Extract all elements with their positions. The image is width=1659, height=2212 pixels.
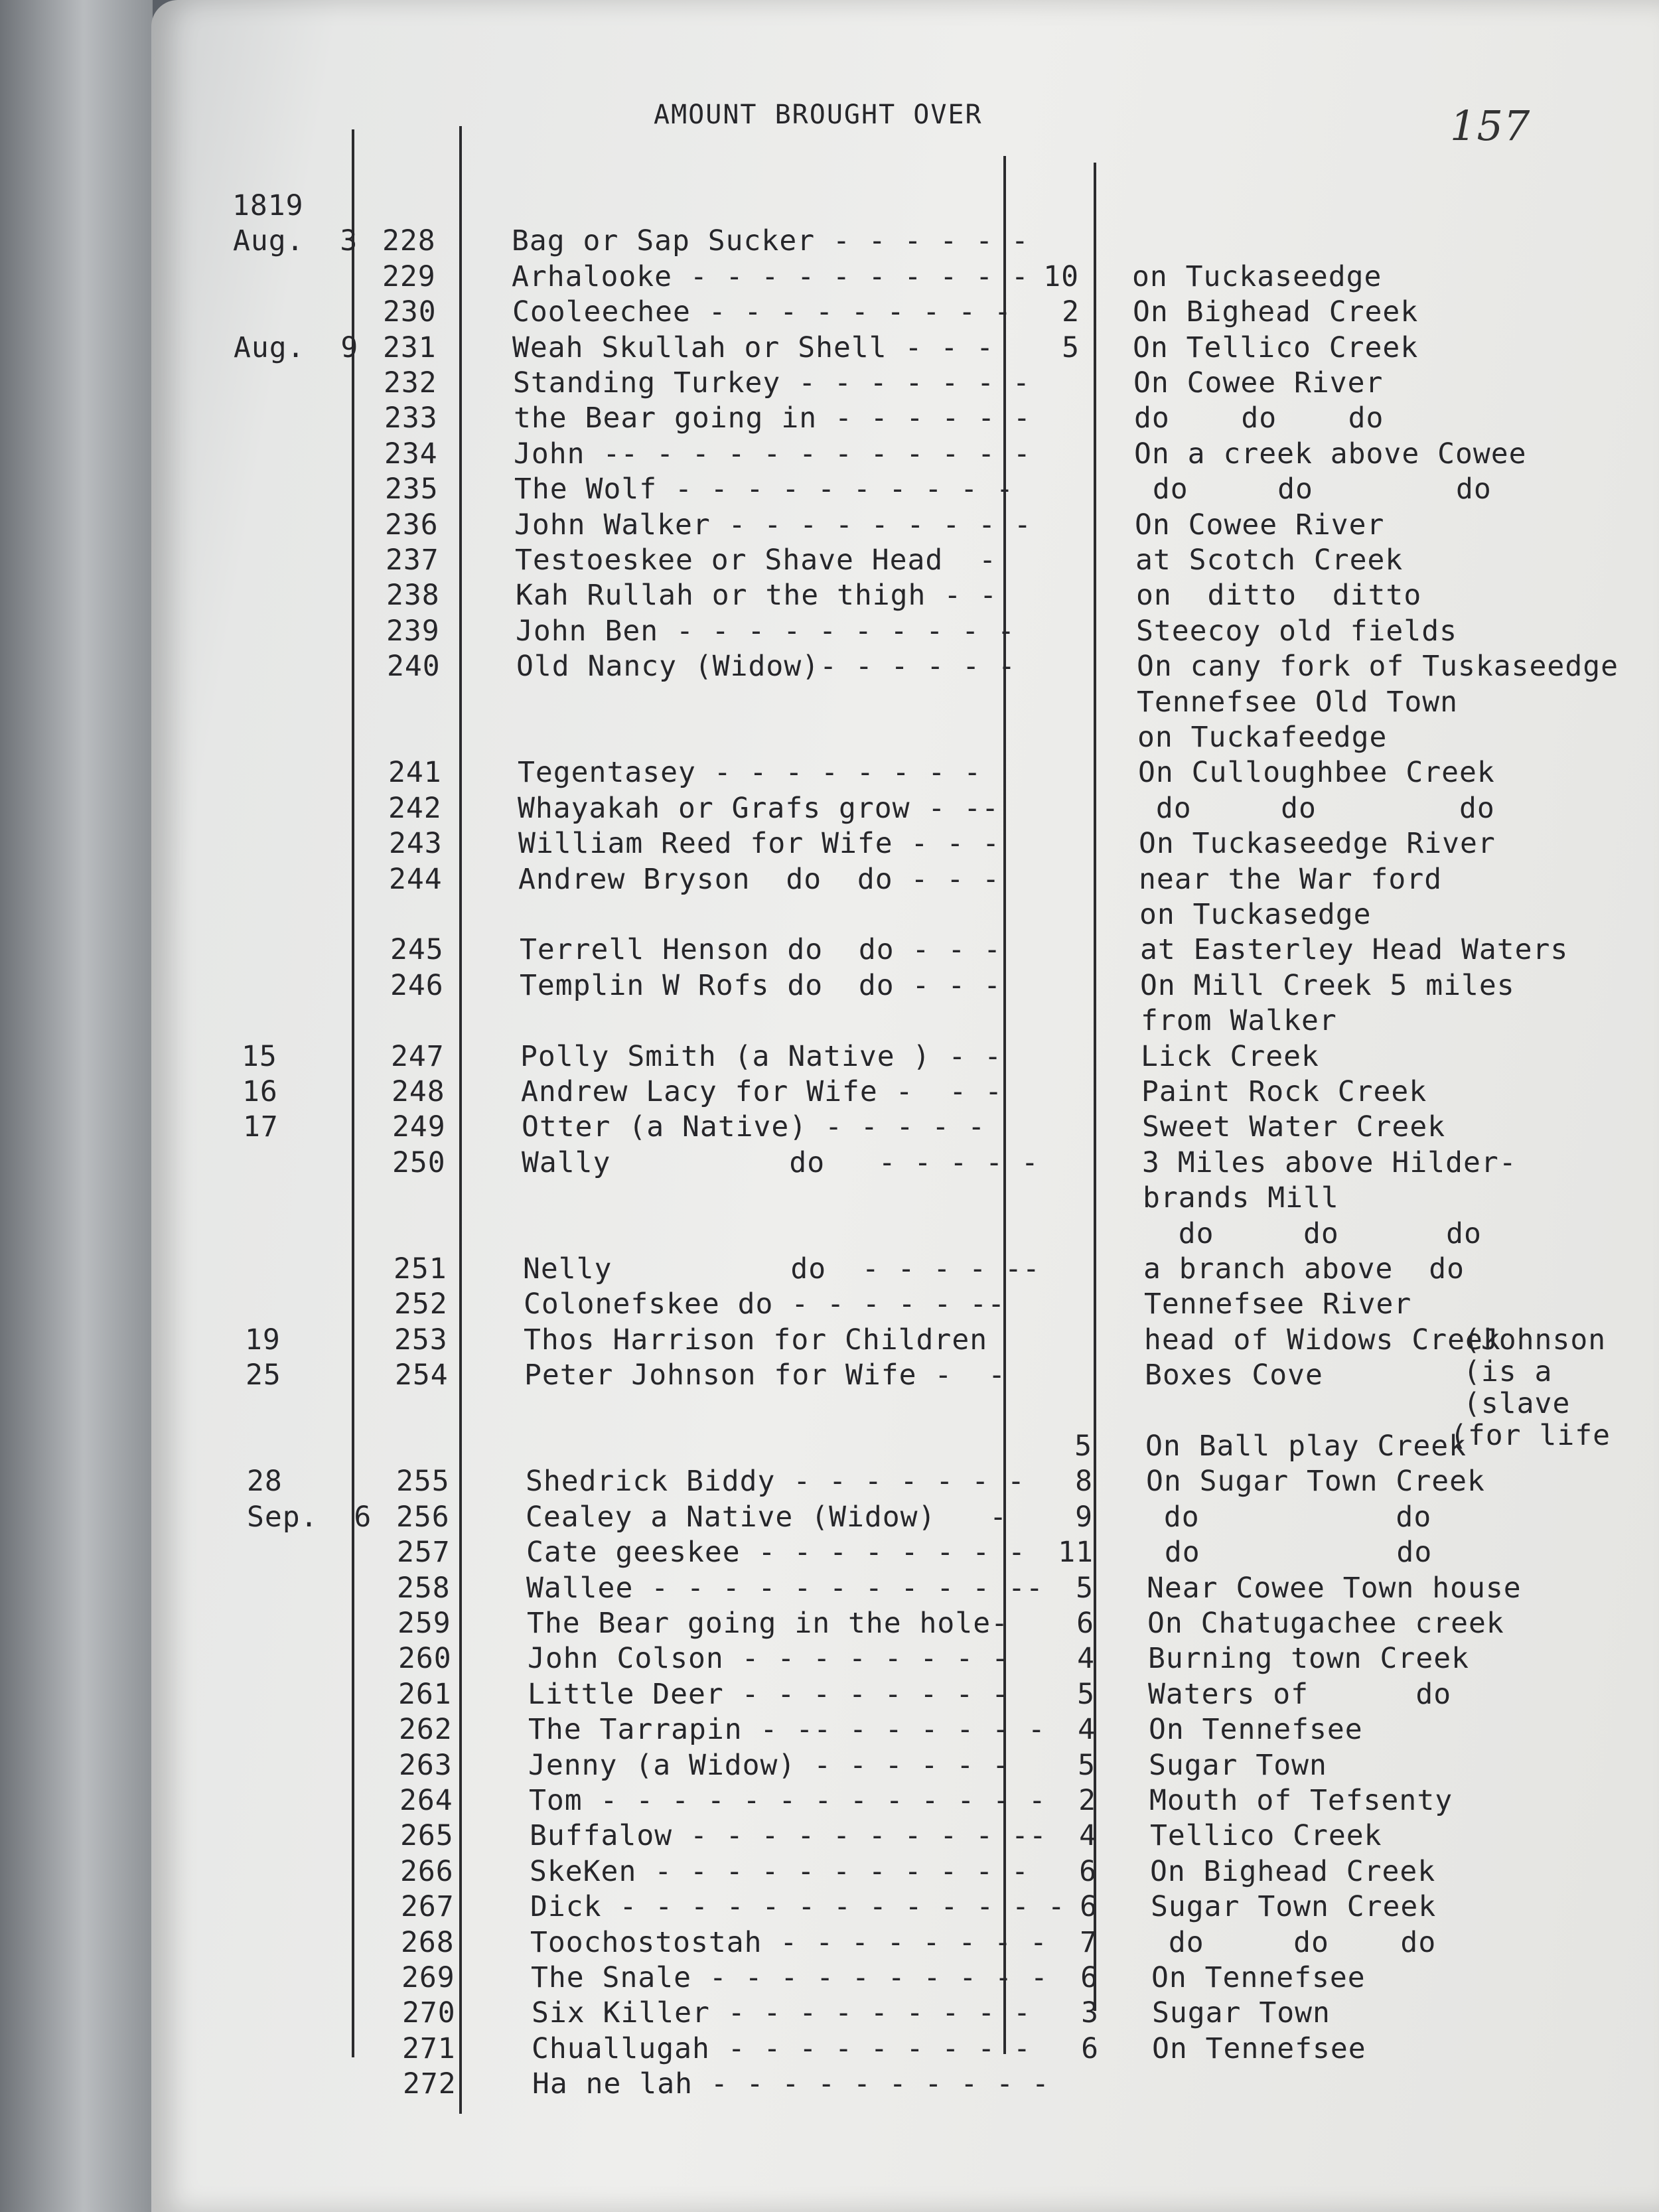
ledger-name-cell: Chuallugah - - - - - - - - -	[532, 2032, 1031, 2065]
ledger-location-cell: Tellico Creek	[1150, 1819, 1382, 1852]
ledger-date-cell: Sep. 6	[247, 1501, 372, 1534]
ledger-no-cell: 254	[395, 1359, 449, 1392]
ledger-no-cell: 235	[385, 473, 439, 506]
ledger-name-cell: Colonefskee do - - - - - --	[524, 1288, 1005, 1321]
ledger-name-cell: Templin W Rofs do do - - -	[520, 969, 1001, 1002]
ledger-no-cell: 237	[386, 544, 439, 577]
ledger-no-cell: 238	[386, 579, 440, 612]
ledger-location-cell: On Bighead Creek	[1150, 1855, 1436, 1888]
ledger-name-cell: The Bear going in the hole-	[527, 1607, 1009, 1640]
ledger-location-cell: On Tellico Creek	[1133, 331, 1419, 364]
ledger-location-cell: Waters of do	[1148, 1678, 1452, 1711]
ledger-location-cell: On Tennefsee	[1151, 1961, 1366, 1994]
ledger-amount-cell: 6	[1080, 1961, 1098, 1994]
side-note-line: (slave	[1463, 1387, 1571, 1420]
ledger-name-cell: Cate geeskee - - - - - - - -	[526, 1536, 1026, 1569]
ledger-no-cell: 232	[384, 366, 437, 400]
ledger-location-cell: Boxes Cove	[1145, 1359, 1323, 1392]
ledger-location-cell: Near Cowee Town house	[1147, 1572, 1522, 1605]
ledger-location-cell: On Tennefsee	[1149, 1713, 1363, 1746]
ledger-name-cell: Little Deer - - - - - - - -	[528, 1678, 1009, 1711]
ledger-location-cell: a branch above do	[1143, 1252, 1465, 1286]
ledger-no-cell: 255	[396, 1465, 450, 1498]
ledger-name-cell: Peter Johnson for Wife - -	[524, 1359, 1006, 1392]
ledger-amount-cell: 5	[1077, 1678, 1095, 1711]
ledger-no-cell: 258	[397, 1572, 451, 1605]
ledger-location-cell: do do do	[1151, 1926, 1437, 1959]
ledger-location-cell: On Culloughbee Creek	[1138, 756, 1495, 789]
ledger-name-cell: Jenny (a Widow) - - - - - -	[528, 1749, 1010, 1782]
ledger-amount-cell: 10	[1043, 260, 1079, 293]
ledger-no-cell: 248	[392, 1075, 445, 1108]
ledger-name-cell: Old Nancy (Widow)- - - - - -	[516, 650, 1016, 683]
ledger-location-cell: On Bighead Creek	[1133, 295, 1419, 329]
ledger-name-cell: Standing Turkey - - - - - - -	[513, 366, 1031, 400]
ledger-no-cell: 268	[401, 1926, 455, 1959]
ledger-location-cell: head of Widows Creek	[1144, 1323, 1501, 1357]
ledger-location-cell: Paint Rock Creek	[1141, 1075, 1427, 1108]
ledger-location-cell: Tennefsee River	[1144, 1288, 1412, 1321]
ledger-amount-cell: 6	[1079, 1855, 1097, 1888]
ledger-date-cell: Aug. 9	[234, 331, 359, 364]
ledger-amount-cell: 4	[1078, 1713, 1096, 1746]
ledger-name-cell: Cealey a Native (Widow) -	[526, 1501, 1007, 1534]
ledger-amount-cell: 3	[1081, 1996, 1099, 2029]
ledger-location-cell: On Cowee River	[1135, 508, 1385, 542]
ledger-location-cell: Sweet Water Creek	[1142, 1110, 1446, 1143]
ledger-name-cell: Nelly do - - - - --	[523, 1252, 1041, 1286]
ledger-location-cell: Sugar Town	[1149, 1749, 1327, 1782]
ledger-date-cell: 28	[247, 1465, 283, 1498]
ledger-location-cell: do do	[1147, 1536, 1433, 1569]
ledger-name-cell: John Walker - - - - - - - - -	[514, 508, 1032, 542]
ledger-no-cell: 257	[397, 1536, 451, 1569]
ledger-name-cell: Otter (a Native) - - - - -	[522, 1110, 986, 1143]
ledger-location-cell: do do	[1146, 1501, 1432, 1534]
ledger-date-cell: Aug. 3	[233, 224, 358, 258]
ledger-no-cell: 253	[394, 1323, 448, 1357]
ledger-no-cell: 242	[388, 792, 442, 825]
side-note-line: (is a	[1463, 1355, 1553, 1388]
ledger-name-cell: Weah Skullah or Shell - - -	[512, 331, 994, 364]
ledger-no-cell: 270	[402, 1996, 456, 2029]
ledger-amount-cell: 6	[1080, 1890, 1098, 1923]
ledger-no-cell: 231	[383, 331, 437, 364]
ledger-no-cell: 230	[383, 295, 437, 329]
page-heading: AMOUNT BROUGHT OVER	[654, 100, 983, 130]
ledger-location-cell: do do do	[1143, 1217, 1482, 1250]
ledger-name-cell: Polly Smith (a Native ) - -	[520, 1040, 1002, 1073]
ledger-name-cell: Andrew Bryson do do - - -	[518, 863, 1000, 896]
ledger-no-cell: 247	[391, 1040, 445, 1073]
ledger-no-cell: 234	[384, 437, 438, 471]
facing-page-edge	[0, 0, 153, 2212]
ledger-location-cell: On Mill Creek 5 miles	[1140, 969, 1515, 1002]
ledger-location-cell: do do do	[1134, 402, 1384, 435]
ledger-no-cell: 252	[394, 1288, 448, 1321]
ledger-location-cell: On Cowee River	[1133, 366, 1384, 400]
ledger-name-cell: Thos Harrison for Children	[524, 1323, 988, 1357]
ledger-name-cell: The Wolf - - - - - - - - - -	[514, 473, 1014, 506]
ledger-no-cell: 271	[402, 2032, 456, 2065]
ledger-name-cell: John Colson - - - - - - - -	[528, 1642, 1009, 1675]
ledger-name-cell: The Snale - - - - - - - - - -	[531, 1961, 1048, 1994]
ledger-name-cell: Andrew Lacy for Wife - - -	[521, 1075, 1003, 1108]
ledger-location-cell: On cany fork of Tuskaseedge	[1137, 650, 1619, 683]
ledger-amount-cell: 4	[1079, 1819, 1097, 1852]
ledger-no-cell: 265	[400, 1819, 454, 1852]
ledger-location-cell: near the War ford	[1139, 863, 1443, 896]
ledger-amount-cell: 2	[1078, 1784, 1096, 1817]
ledger-no-cell: 239	[386, 615, 440, 648]
ledger-no-cell: 260	[398, 1642, 452, 1675]
ledger-no-cell: 251	[394, 1252, 447, 1286]
ledger-no-cell: 228	[382, 224, 436, 258]
ledger-no-cell: 233	[384, 402, 438, 435]
ledger-name-cell: Kah Rullah or the thigh - -	[516, 579, 997, 612]
ledger-amount-cell: 5	[1078, 1749, 1096, 1782]
ledger-amount-cell: 5	[1062, 331, 1080, 364]
ledger-location-cell: from Walker	[1141, 1004, 1337, 1037]
ledger-no-cell: 264	[399, 1784, 453, 1817]
ledger-amount-cell: 4	[1077, 1642, 1095, 1675]
ledger-location-cell: do do do	[1135, 473, 1492, 506]
ledger-no-cell: 256	[396, 1501, 450, 1534]
ledger-name-cell: Ha ne lah - - - - - - - - - -	[532, 2067, 1050, 2101]
ledger-amount-cell: 7	[1080, 1926, 1098, 1959]
ledger-no-cell: 245	[390, 933, 444, 966]
ledger-location-cell: Sugar Town Creek	[1151, 1890, 1437, 1923]
ledger-date-cell: 1819	[232, 189, 304, 222]
ledger-no-cell: 269	[401, 1961, 455, 1994]
ledger-location-cell: On Chatugachee creek	[1147, 1607, 1504, 1640]
ledger-no-cell: 263	[399, 1749, 453, 1782]
ledger-amount-cell: 9	[1075, 1501, 1093, 1534]
ledger-no-cell: 229	[382, 260, 436, 293]
ledger-location-cell: Tennefsee Old Town	[1137, 686, 1458, 719]
ledger-no-cell: 246	[390, 969, 444, 1002]
ledger-location-cell: do do do	[1138, 792, 1495, 825]
ledger-location-cell: on ditto ditto	[1136, 579, 1422, 612]
ledger-date-cell: 16	[242, 1075, 278, 1108]
ledger-no-cell: 241	[388, 756, 442, 789]
ledger-name-cell: Tom - - - - - - - - - - - - -	[529, 1784, 1046, 1817]
ledger-name-cell: Wallee - - - - - - - - - - --	[526, 1572, 1044, 1605]
ledger-no-cell: 267	[401, 1890, 455, 1923]
ledger-location-cell: on Tuckasedge	[1139, 898, 1372, 931]
ledger-location-cell: brands Mill	[1143, 1181, 1339, 1215]
ledger-location-cell: on Tuckaseedge	[1132, 260, 1382, 293]
ledger-location-cell: 3 Miles above Hilder-	[1142, 1146, 1517, 1179]
ledger-location-cell: Mouth of Tefsenty	[1149, 1784, 1453, 1817]
ledger-name-cell: William Reed for Wife - - -	[518, 827, 1000, 860]
ledger-name-cell: Cooleechee - - - - - - - - -	[512, 295, 1012, 329]
ledger-amount-cell: 6	[1076, 1607, 1094, 1640]
ledger-amount-cell: 6	[1081, 2032, 1099, 2065]
ledger-no-cell: 250	[392, 1146, 446, 1179]
ledger-location-cell: On Sugar Town Creek	[1146, 1465, 1485, 1498]
ledger-name-cell: SkeKen - - - - - - - - - - -	[530, 1855, 1029, 1888]
ledger-name-cell: the Bear going in - - - - - -	[514, 402, 1031, 435]
ledger-no-cell: 236	[385, 508, 439, 542]
ledger-name-cell: Six Killer - - - - - - - - -	[532, 1996, 1031, 2029]
ledger-name-cell: Arhalooke - - - - - - - - - -	[512, 260, 1029, 293]
ledger-no-cell: 244	[389, 863, 443, 896]
ledger-location-cell: Lick Creek	[1141, 1040, 1319, 1073]
ledger-name-cell: Toochostostah - - - - - - - -	[530, 1926, 1048, 1959]
ledger-location-cell: On Tennefsee	[1152, 2032, 1366, 2065]
ledger-location-cell: On a creek above Cowee	[1134, 437, 1527, 471]
side-note-line: (Johnson	[1463, 1323, 1607, 1357]
ledger-no-cell: 272	[403, 2067, 457, 2101]
ledger-location-cell: at Easterley Head Waters	[1140, 933, 1569, 966]
ledger-location-cell: Steecoy old fields	[1136, 615, 1457, 648]
ledger-name-cell: Whayakah or Grafs grow - --	[518, 792, 999, 825]
ledger-name-cell: Wally do - - - - -	[522, 1146, 1039, 1179]
ledger-name-cell: John Ben - - - - - - - - - -	[516, 615, 1015, 648]
ledger-location-cell: On Ball play Creek	[1145, 1430, 1467, 1463]
ledger-amount-cell: 5	[1074, 1430, 1092, 1463]
ledger-no-cell: 240	[387, 650, 441, 683]
ledger-name-cell: Bag or Sap Sucker - - - - - -	[512, 224, 1029, 258]
ledger-no-cell: 266	[400, 1855, 454, 1888]
ledger-date-cell: 15	[242, 1040, 277, 1073]
ledger-no-cell: 262	[399, 1713, 453, 1746]
ledger-name-cell: Tegentasey - - - - - - - -	[518, 756, 982, 789]
ledger-no-cell: 259	[397, 1607, 451, 1640]
ledger-name-cell: Buffalow - - - - - - - - - --	[530, 1819, 1047, 1852]
ledger-amount-cell: 2	[1062, 295, 1080, 329]
ledger-name-cell: John -- - - - - - - - - - - -	[514, 437, 1031, 471]
ledger-amount-cell: 8	[1075, 1465, 1093, 1498]
ledger-location-cell: On Tuckaseedge River	[1139, 827, 1496, 860]
ledger-name-cell: The Tarrapin - -- - - - - - -	[528, 1713, 1046, 1746]
ledger-no-cell: 261	[398, 1678, 452, 1711]
ledger-location-cell: on Tuckafeedge	[1137, 721, 1388, 754]
ledger-location-cell: at Scotch Creek	[1135, 544, 1404, 577]
ledger-no-cell: 243	[389, 827, 443, 860]
ledger-date-cell: 25	[246, 1359, 281, 1392]
ledger-amount-cell: 5	[1076, 1572, 1094, 1605]
ledger-location-cell: Sugar Town	[1152, 1996, 1331, 2029]
ledger-date-cell: 19	[245, 1323, 281, 1357]
ledger-name-cell: Terrell Henson do do - - -	[520, 933, 1001, 966]
ledger-no-cell: 249	[392, 1110, 446, 1143]
ledger-date-cell: 17	[243, 1110, 279, 1143]
ledger-name-cell: Testoeskee or Shave Head -	[515, 544, 997, 577]
side-note-line: (for life	[1450, 1419, 1611, 1452]
ledger-location-cell: Burning town Creek	[1148, 1642, 1469, 1675]
ledger-name-cell: Shedrick Biddy - - - - - - -	[526, 1465, 1025, 1498]
column-rule-number	[459, 126, 462, 2114]
ledger-name-cell: Dick - - - - - - - - - - - - -	[530, 1890, 1066, 1923]
ledger-amount-cell: 11	[1058, 1536, 1094, 1569]
page-number: 157	[1450, 102, 1531, 150]
column-rule-date	[352, 129, 354, 2057]
